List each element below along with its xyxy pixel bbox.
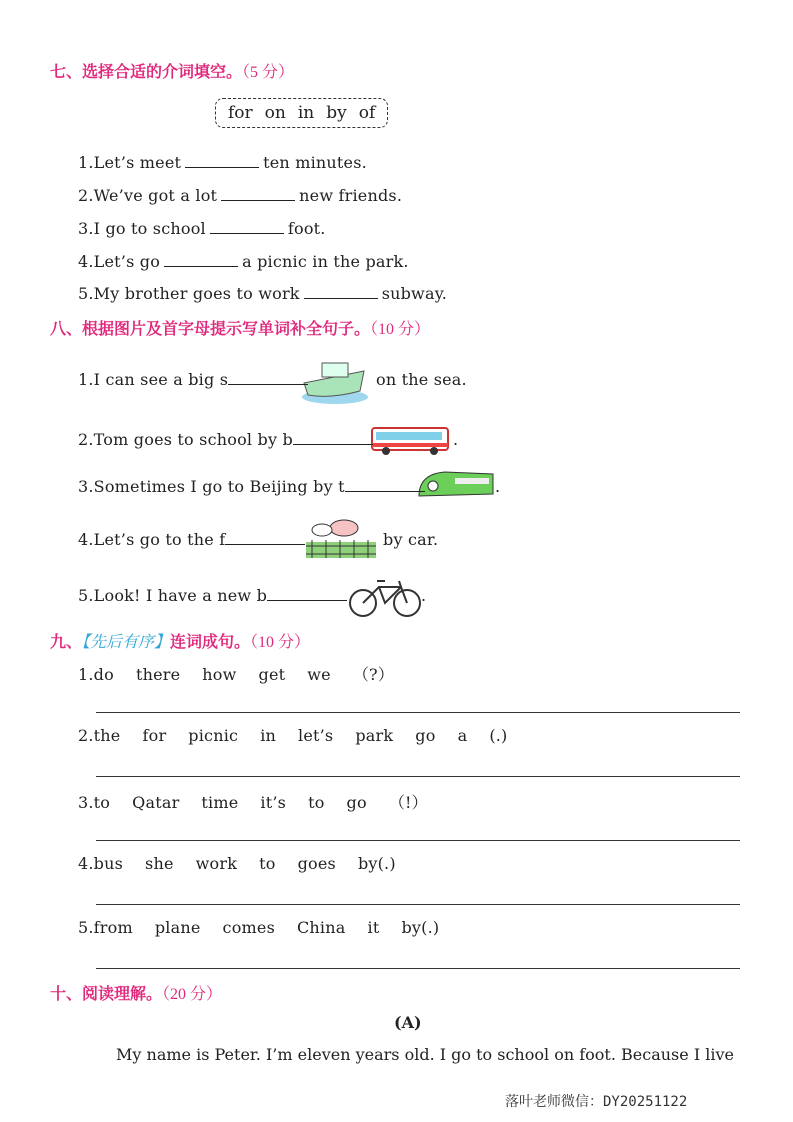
word-box — [215, 98, 388, 128]
scrambled-word: how — [202, 665, 237, 684]
scrambled-word: for — [142, 726, 167, 745]
word-option: by — [326, 103, 347, 123]
item-text-after: . — [495, 477, 501, 496]
word-order-item — [78, 726, 529, 745]
scrambled-word: in — [260, 726, 277, 745]
item-number: 2. — [78, 726, 94, 745]
section9-heading: 九、【先后有序】连词成句。（10 分） — [50, 632, 311, 651]
first-letter-hint: b — [282, 430, 293, 449]
scrambled-word: work — [195, 854, 238, 873]
item-text-before: I can see a big — [93, 370, 215, 389]
scrambled-word: Qatar — [132, 793, 180, 812]
scrambled-word: we — [307, 665, 331, 684]
answer-line[interactable] — [96, 904, 740, 905]
scrambled-word: by(.) — [401, 918, 440, 937]
item-number: 1. — [78, 370, 94, 389]
answer-blank[interactable] — [185, 153, 259, 168]
item-number: 3. — [78, 793, 94, 812]
word-order-item — [78, 662, 416, 685]
answer-blank[interactable] — [304, 284, 378, 299]
item-number: 1. — [78, 665, 94, 684]
answer-blank[interactable] — [164, 252, 238, 267]
item-text-before: Let’s go to the — [93, 530, 214, 549]
answer-blank[interactable] — [210, 219, 284, 234]
scrambled-word: go — [415, 726, 436, 745]
section8-heading: 八、根据图片及首字母提示写单词补全句子。（10 分） — [50, 319, 431, 338]
answer-line[interactable] — [96, 968, 740, 969]
answer-blank[interactable] — [225, 530, 305, 545]
item-number: 1. — [78, 153, 94, 172]
item-number: 3. — [78, 477, 94, 496]
scrambled-word: time — [201, 793, 239, 812]
answer-blank[interactable] — [345, 477, 425, 492]
scrambled-word: there — [135, 665, 181, 684]
scrambled-word: it’s — [260, 793, 287, 812]
picture-fill-item — [78, 430, 458, 449]
end-punctuation: （?） — [352, 665, 395, 684]
item-text-before: I go to school — [93, 219, 206, 238]
item-text-after: . — [421, 586, 427, 605]
scrambled-word: to — [308, 793, 325, 812]
item-number: 4. — [78, 530, 94, 549]
footer-watermark: 落叶老师微信：DY20251122 — [505, 1094, 688, 1110]
item-number: 5. — [78, 284, 94, 303]
item-number: 3. — [78, 219, 94, 238]
scrambled-word: China — [296, 918, 346, 937]
end-punctuation: （!） — [388, 793, 428, 812]
section10-heading: 十、阅读理解。（20 分） — [50, 984, 223, 1003]
item-text-after: new friends. — [299, 186, 403, 205]
word-order-item — [78, 790, 450, 813]
scrambled-word: the — [93, 726, 121, 745]
item-text-before: Let’s meet — [93, 153, 182, 172]
passage-text: My name is Peter. I’m eleven years old. I go to school on foot. Because I live — [116, 1045, 734, 1064]
item-text-after: by car. — [383, 530, 439, 549]
scrambled-word: goes — [297, 854, 336, 873]
scrambled-word: let’s — [298, 726, 334, 745]
item-text-after: on the sea. — [376, 370, 467, 389]
picture-fill-item — [78, 530, 438, 549]
fill-blank-item — [78, 284, 447, 303]
item-text-before: My brother goes to work — [93, 284, 300, 303]
picture-fill-item — [78, 370, 467, 389]
fill-blank-item — [78, 153, 367, 172]
first-letter-hint: b — [256, 586, 268, 605]
scrambled-word: get — [258, 665, 286, 684]
fill-blank-item — [78, 252, 409, 271]
answer-line[interactable] — [96, 712, 740, 713]
item-text-before: We’ve got a lot — [93, 186, 218, 205]
item-number: 5. — [78, 586, 94, 605]
fill-blank-item — [78, 219, 326, 238]
first-letter-hint: s — [219, 370, 229, 389]
first-letter-hint: t — [338, 477, 345, 496]
answer-blank[interactable] — [228, 370, 308, 385]
scrambled-word: by(.) — [357, 854, 396, 873]
item-number: 2. — [78, 186, 94, 205]
word-option: on — [264, 103, 286, 123]
word-order-item — [78, 854, 440, 873]
item-text-before: Tom goes to school by — [93, 430, 278, 449]
scrambled-word: go — [346, 793, 367, 812]
answer-line[interactable] — [96, 840, 740, 841]
picture-fill-item — [78, 477, 500, 496]
first-letter-hint: f — [219, 530, 226, 549]
answer-blank[interactable] — [293, 430, 373, 445]
scrambled-word: it — [367, 918, 380, 937]
item-number: 2. — [78, 430, 94, 449]
section7-heading: 七、选择合适的介词填空。（5 分） — [50, 62, 295, 81]
scrambled-word: comes — [222, 918, 275, 937]
scrambled-word: from — [93, 918, 133, 937]
item-text-after: ten minutes. — [263, 153, 367, 172]
scrambled-word: bus — [93, 854, 124, 873]
item-text-after: a picnic in the park. — [242, 252, 409, 271]
item-text-before: Sometimes I go to Beijing by — [93, 477, 333, 496]
answer-line[interactable] — [96, 776, 740, 777]
scrambled-word: to — [259, 854, 276, 873]
scrambled-word: a — [457, 726, 468, 745]
item-text-after: subway. — [381, 284, 448, 303]
passage-title: (A) — [394, 1013, 422, 1032]
item-text-after: foot. — [287, 219, 326, 238]
word-order-item — [78, 918, 483, 937]
item-number: 4. — [78, 854, 94, 873]
answer-blank[interactable] — [267, 586, 347, 601]
item-number: 4. — [78, 252, 94, 271]
end-punctuation: (.) — [489, 726, 508, 745]
word-option: in — [297, 103, 315, 123]
scrambled-word: do — [93, 665, 114, 684]
answer-blank[interactable] — [221, 186, 295, 201]
scrambled-word: plane — [154, 918, 201, 937]
scrambled-word: she — [145, 854, 174, 873]
word-option: for — [228, 103, 253, 123]
scrambled-word: picnic — [188, 726, 239, 745]
item-text-after: . — [453, 430, 459, 449]
item-number: 5. — [78, 918, 94, 937]
picture-fill-item — [78, 586, 426, 605]
fill-blank-item — [78, 186, 402, 205]
scrambled-word: park — [355, 726, 394, 745]
item-text-before: Let’s go — [93, 252, 161, 271]
word-option: of — [358, 103, 376, 123]
item-text-before: Look! I have a new — [93, 586, 252, 605]
scrambled-word: to — [93, 793, 111, 812]
